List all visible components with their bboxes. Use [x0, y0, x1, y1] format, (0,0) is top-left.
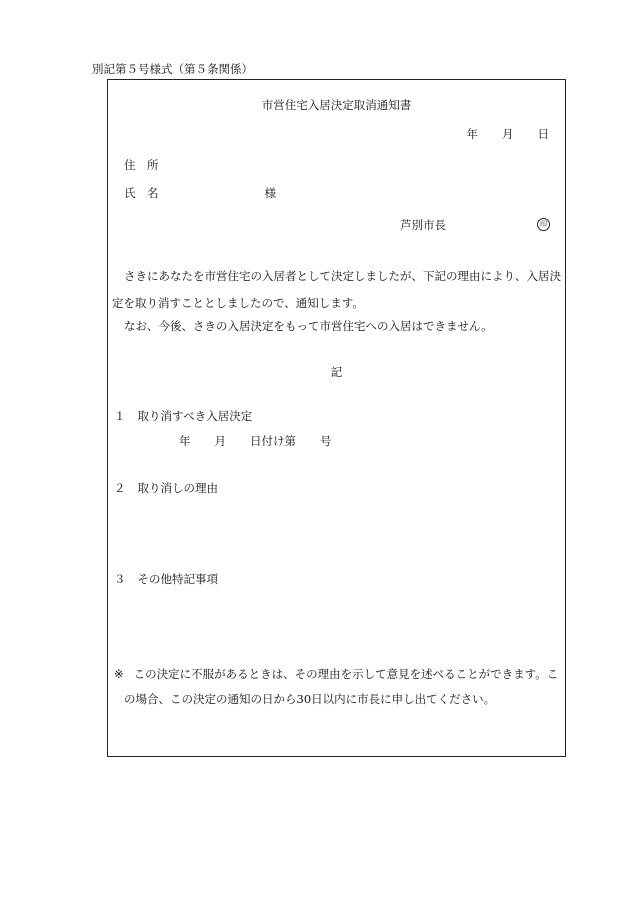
- note-text-1: この決定に不服があるときは、その理由を示して意見を述べることができます。こ: [133, 667, 559, 681]
- item-3: [114, 574, 218, 586]
- note-mark: ※: [114, 667, 124, 681]
- issuer-mayor: 芦別市長: [400, 218, 446, 232]
- form-number-label: 別記第５号様式（第５条関係）: [92, 62, 253, 76]
- item-1-month: 月: [214, 434, 226, 448]
- address-label: 住 所: [124, 158, 159, 172]
- recipient-name-line: [124, 188, 276, 200]
- body-line-1: さきにあなたを市営住宅の入居者として決定しましたが、下記の理由により、入居決: [124, 269, 561, 283]
- body-line-3: なお、今後、さきの入居決定をもって市営住宅への入居はできません。: [124, 319, 493, 333]
- item-3-number: ３: [114, 572, 126, 586]
- date-year: 年: [466, 127, 478, 141]
- honorific: 様: [264, 186, 276, 200]
- note-line-1: [114, 669, 558, 681]
- item-2-label: 取り消しの理由: [137, 481, 218, 495]
- item-1-number: １: [114, 409, 126, 423]
- seal-mark: 印: [537, 218, 550, 231]
- document-title: 市営住宅入居決定取消通知書: [261, 98, 412, 112]
- name-label: 氏 名: [124, 186, 159, 200]
- item-3-label: その他特記事項: [137, 572, 218, 586]
- document-frame: [107, 79, 566, 757]
- item-1: [114, 411, 252, 423]
- date-line: [467, 129, 550, 141]
- ki-heading: 記: [330, 365, 343, 379]
- note-line-2: の場合、この決定の通知の日から30日以内に市長に申し出てください。: [124, 692, 496, 706]
- item-1-date-line: [179, 436, 332, 448]
- item-2: [114, 483, 218, 495]
- item-1-number-suffix: 号: [320, 434, 332, 448]
- item-1-label: 取り消すべき入居決定: [137, 409, 253, 423]
- date-month: 月: [502, 127, 514, 141]
- date-day: 日: [537, 127, 549, 141]
- item-1-year: 年: [179, 434, 191, 448]
- item-2-number: ２: [114, 481, 126, 495]
- body-line-2: 定を取り消すこととしましたので、通知します。: [112, 296, 364, 310]
- item-1-suffix: 日付け第: [250, 434, 296, 448]
